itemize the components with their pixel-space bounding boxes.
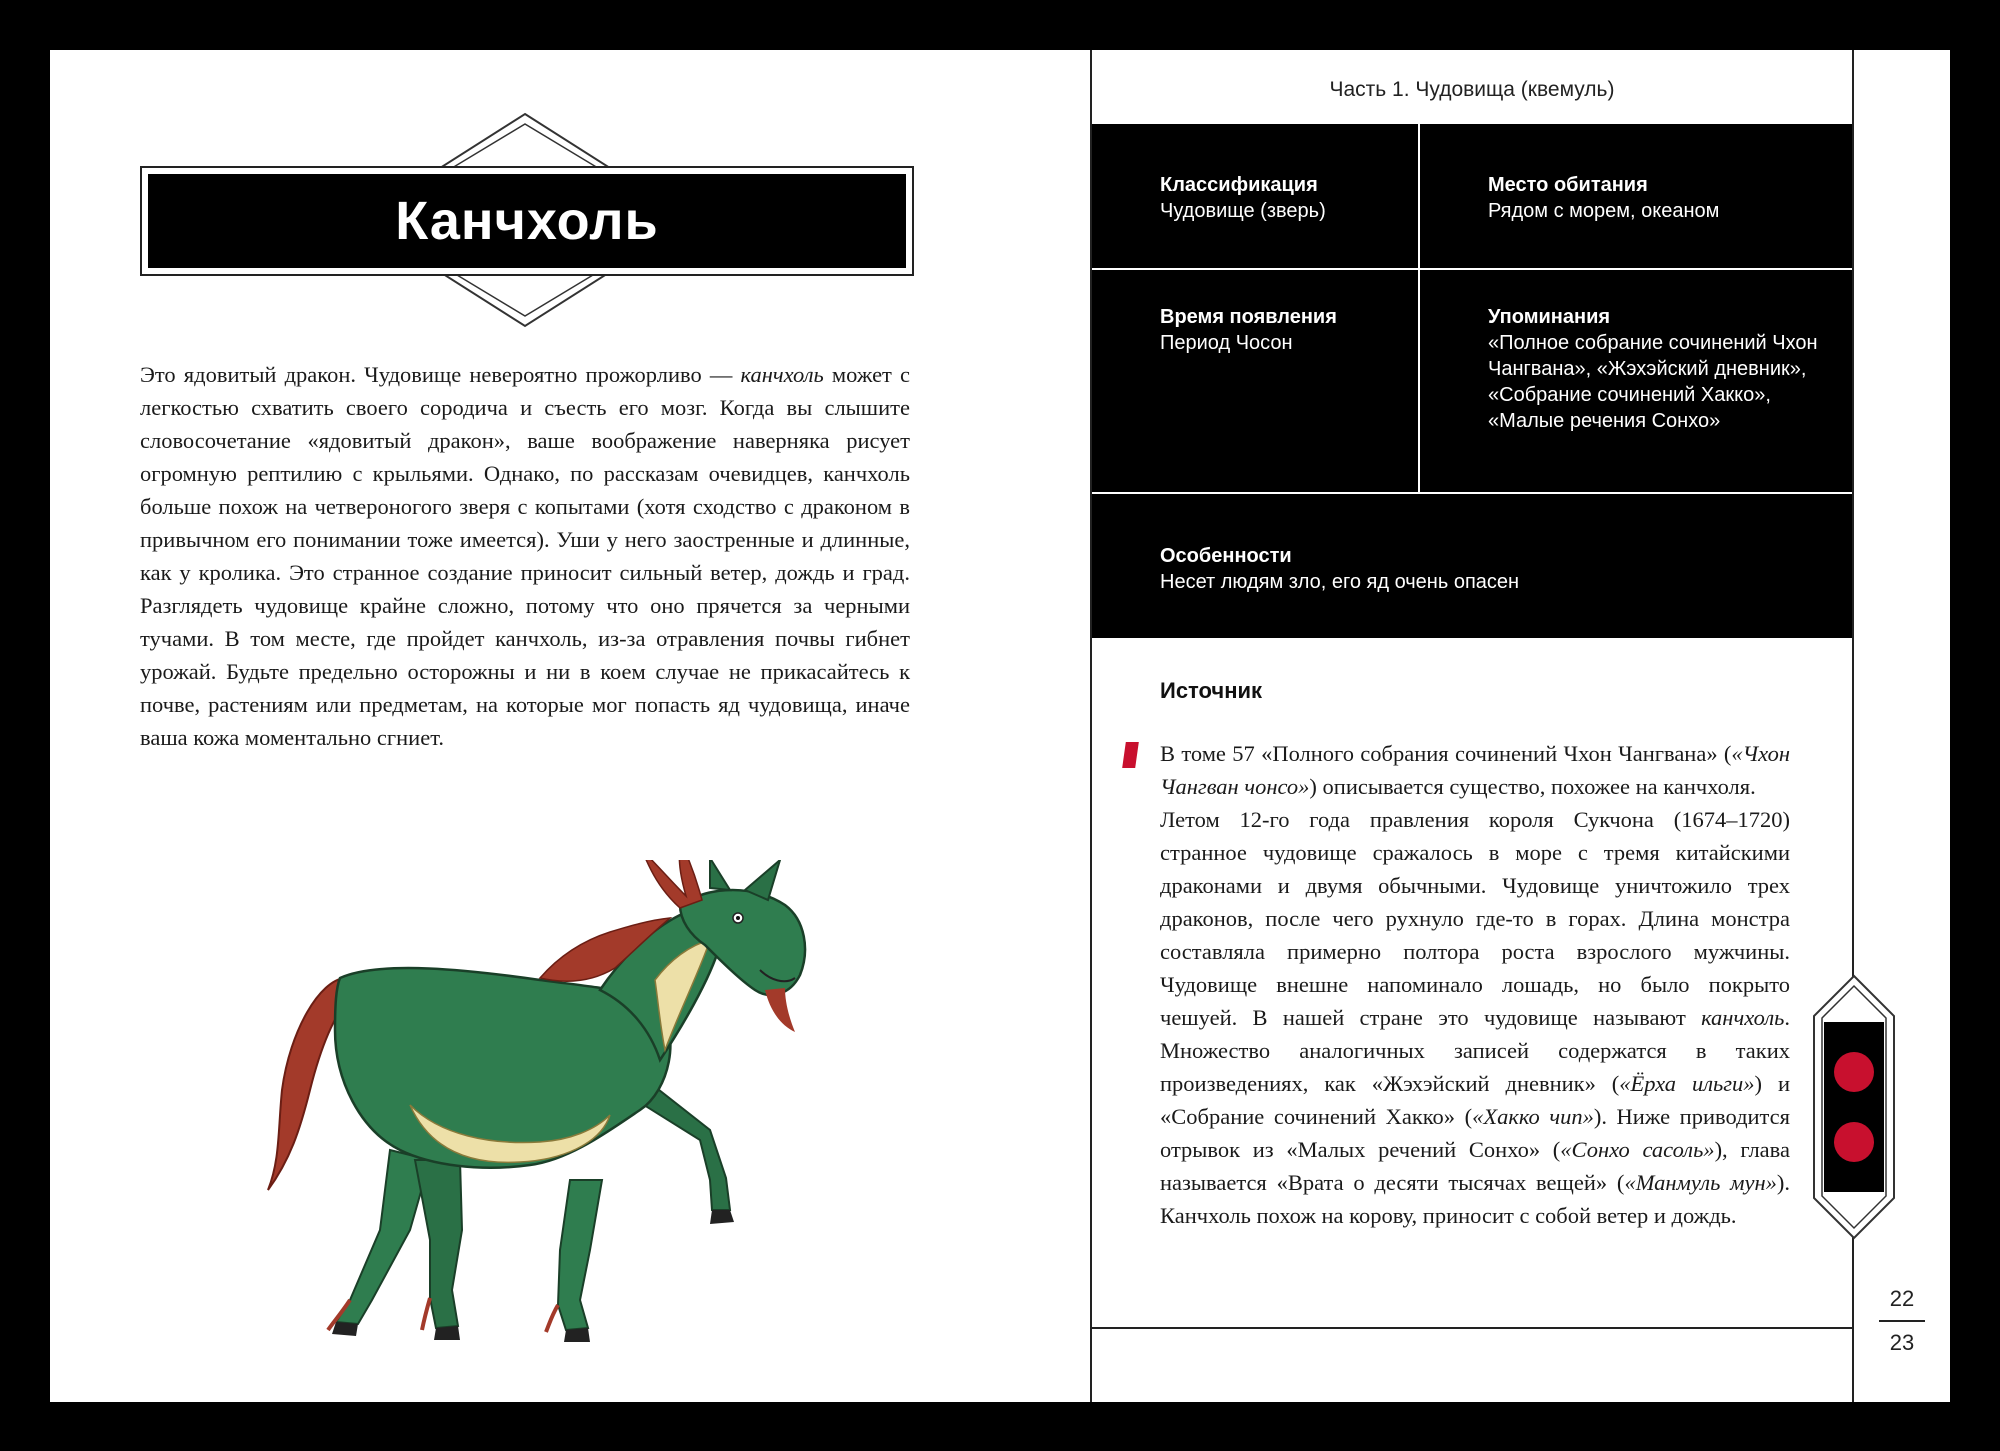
source-part: ). Канчхоль похож на корову, приносит с собой ветер и дождь.	[1160, 1170, 1790, 1228]
classification-value: Чудовище (зверь)	[1160, 200, 1326, 222]
source-part: Летом 12-го года правления короля Сукчона (1674–1720) странное чудовище сражалось в море с тремя китайскими драконами и двумя обычными. Чудовище уничтожило трех драконов, после чего рухнуло где-то в горах. Длина монстра составляла примерно полтора роста взрослого мужчины. Чудовище внешне напоминало лошадь, но было покрыто чешуей. В нашей стране это чудовище называют	[1160, 807, 1790, 1030]
table-divider-h	[1092, 492, 1852, 494]
source-italic: «Манмуль мун»	[1624, 1170, 1777, 1195]
mentions-label: Упоминания	[1488, 306, 1611, 328]
features-cell	[1160, 543, 1800, 595]
kanchkhol-illustration	[240, 860, 820, 1350]
page-title: Канчхоль	[395, 191, 659, 251]
mentions-cell	[1488, 304, 1818, 434]
source-part: ). Ниже приводится отрывок из «Малых речений Сонхо» (	[1160, 1104, 1790, 1162]
table-divider-h	[1092, 268, 1852, 270]
pig-icon	[1834, 1052, 1874, 1092]
source-italic: «Хакко чип»	[1472, 1104, 1594, 1129]
bottom-rule	[1092, 1327, 1852, 1329]
section-tab	[1810, 972, 1898, 1242]
classification-label: Классификация	[1160, 174, 1318, 196]
source-part: ), глава называется «Врата о десяти тысячах вещей» (	[1160, 1137, 1790, 1195]
bird-icon	[1834, 1122, 1874, 1162]
source-italic: «Ёрха ильги»	[1619, 1071, 1755, 1096]
source-part: В томе 57 «Полного собрания сочинений Чхон Чангвана» (	[1160, 741, 1732, 766]
habitat-label: Место обитания	[1488, 174, 1648, 196]
description-part: может с легкостью схватить своего сородича и съесть его мозг. Когда вы слышите словосочетание «ядовитый дракон», ваше воображение наверняка рисует огромную рептилию с крыльями. Однако, по рассказам очевидцев, канчхоль больше похож на четвероногого зверя с копытами (хотя сходство с драконом в привычном его понимании тоже имеется). Уши у него заостренные и длинные, как у кролика. Это странное создание приносит сильный ветер, дождь и град. Разглядеть чудовище крайне сложно, потому что оно прячется за черными тучами. В том месте, где пройдет канчхоль, из-за отравления почвы гибнет урожай. Будьте предельно осторожны и ни в коем случае не прикасайтесь к почве, растениям или предметам, на которые мог попасть яд чудовища, иначе ваша кожа моментально сгниет.	[140, 362, 911, 750]
description-part: Это ядовитый дракон. Чудовище невероятно прожорливо —	[140, 362, 741, 387]
title-box	[140, 166, 914, 276]
time-value: Период Чосон	[1160, 332, 1293, 354]
time-label: Время появления	[1160, 306, 1337, 328]
features-label: Особенности	[1160, 545, 1292, 567]
time-cell	[1160, 304, 1400, 356]
source-text	[1160, 737, 1790, 1232]
source-part: . Множество аналогичных записей содержатся в таких произведениях, как «Жэхэйский дневник» (	[1160, 1005, 1790, 1096]
source-part: ) описывается существо, похожее на канчхоля.	[1309, 774, 1756, 799]
page-number-separator	[1879, 1320, 1925, 1322]
source-heading: Источник	[1160, 678, 1263, 703]
classification-cell	[1160, 172, 1400, 224]
page-number-top: 22	[1889, 1286, 1915, 1311]
habitat-value: Рядом с морем, океаном	[1488, 200, 1720, 222]
source-italic: канчхоль	[1701, 1005, 1785, 1030]
features-value: Несет людям зло, его яд очень опасен	[1160, 571, 1520, 593]
page-numbers	[1860, 1286, 1944, 1356]
source-part: ) и «Собрание сочинений Хакко» (	[1160, 1071, 1790, 1129]
source-italic: «Сонхо сасоль»	[1560, 1137, 1715, 1162]
page-number-bottom: 23	[1889, 1330, 1915, 1355]
description-italic: канчхоль	[740, 362, 824, 387]
table-divider-v	[1418, 124, 1420, 494]
description-text	[140, 358, 910, 754]
chapter-header: Часть 1. Чудовища (квемуль)	[1329, 78, 1615, 101]
source-italic: «Чхон Чангван чонсо»	[1160, 741, 1790, 799]
habitat-cell	[1488, 172, 1828, 224]
mentions-value: «Полное собрание сочинений Чхон Чангвана», «Жэхэйский дневник», «Собрание сочинений Хакко», «Малые речения Сонхо»	[1488, 332, 1818, 432]
